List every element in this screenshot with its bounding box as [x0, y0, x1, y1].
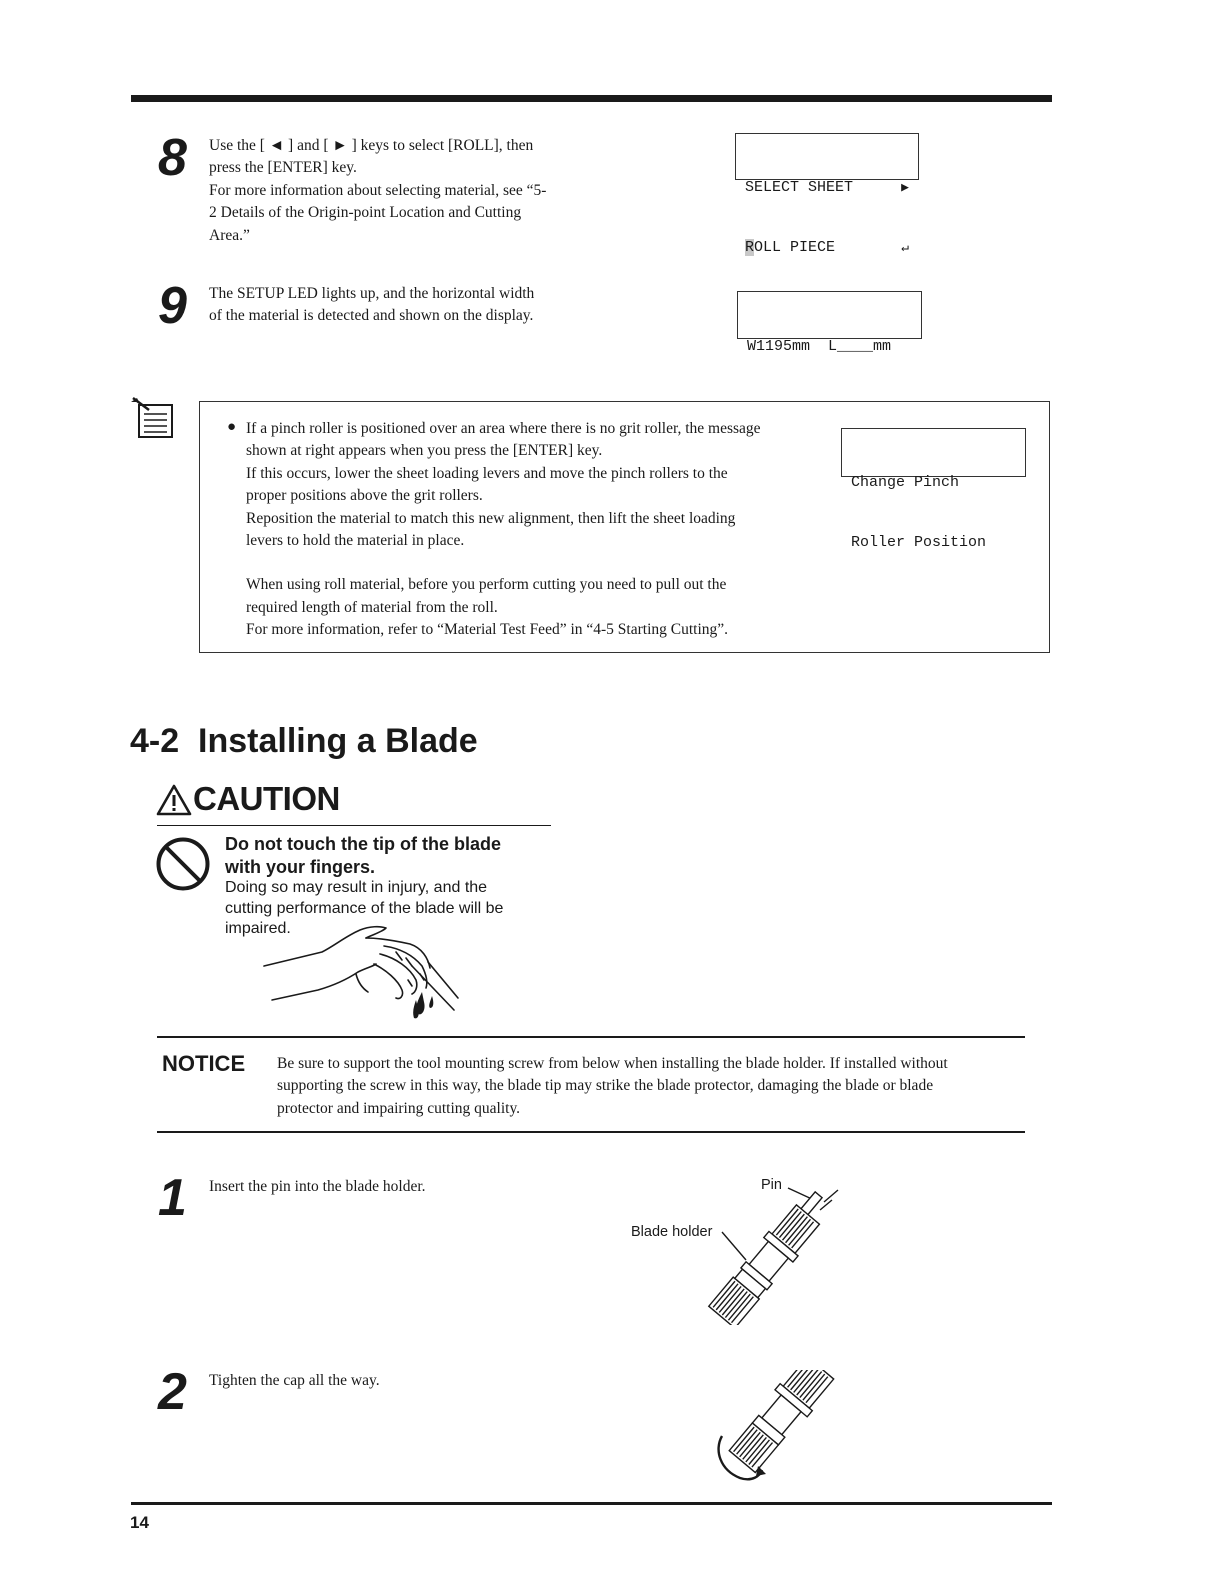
step-8-line: press the [ENTER] key.: [209, 159, 357, 177]
caution-rule: [157, 825, 551, 826]
warning-triangle-icon: [156, 784, 192, 816]
step-8-line: 2 Details of the Origin-point Location and Cutting: [209, 204, 522, 222]
blade-holder-pin-illustration: [700, 1180, 850, 1325]
note-line: For more information, refer to “Material Test Feed” in “4-5 Starting Cutting”.: [246, 621, 729, 639]
step-8-text: [209, 135, 546, 247]
note-line: If a pinch roller is positioned over an area where there is no grit roller, the message: [246, 420, 761, 437]
step-2-number: 2: [158, 1363, 187, 1421]
step-8-line: For more information about selecting material, see “5-: [209, 181, 547, 199]
caution-body-line: cutting performance of the blade will be: [225, 899, 504, 917]
note-text: [246, 418, 761, 642]
lcd-line-1: W1195mm L____mm: [747, 338, 892, 355]
step-9-number: 9: [158, 277, 187, 335]
blade-holder-label: Blade holder: [631, 1224, 713, 1240]
lcd-cursor: R: [745, 239, 755, 256]
note-line: shown at right appears when you press the [ENTER] key.: [246, 442, 603, 460]
lcd-display-change-pinch: [841, 428, 1026, 551]
tighten-cap-illustration: [700, 1370, 840, 1490]
notice-rule-top: [157, 1036, 1025, 1038]
lcd-line-2: OLL PIECE: [754, 239, 836, 256]
page-number: 14: [130, 1513, 149, 1532]
step-8-line: Use the [ ◄ ] and [ ► ] keys to select [ROLL], then: [209, 137, 534, 154]
right-arrow-icon: ▶: [901, 180, 909, 195]
lcd-line-2: Roller Position: [851, 534, 987, 551]
lcd-line-1: SELECT SHEET: [745, 179, 854, 196]
caution-heading: [225, 833, 501, 879]
step-8-number: 8: [158, 129, 187, 187]
note-line: If this occurs, lower the sheet loading levers and move the pinch rollers to the: [246, 464, 728, 482]
memo-icon: [129, 396, 177, 440]
step-1-text: Insert the pin into the blade holder.: [209, 1178, 426, 1195]
caution-heading-line: Do not touch the tip of the blade: [225, 834, 501, 854]
step-9-text: [209, 283, 534, 328]
notice-label: NOTICE: [162, 1051, 246, 1076]
section-number: 4-2: [130, 722, 180, 760]
notice-line: Be sure to support the tool mounting screw from below when installing the blade holder. If installed without: [277, 1055, 948, 1072]
step-9-line: The SETUP LED lights up, and the horizontal width: [209, 285, 535, 302]
section-heading: [130, 722, 478, 761]
pin-label: Pin: [761, 1177, 782, 1193]
notice-rule-bottom: [157, 1131, 1025, 1133]
prohibited-icon: [155, 836, 211, 892]
notice-line: protector and impairing cutting quality.: [277, 1099, 521, 1117]
caution-body-line: Doing so may result in injury, and the: [225, 879, 488, 896]
lcd-display-select-sheet: [735, 133, 919, 256]
note-line: Reposition the material to match this new alignment, then lift the sheet loading: [246, 509, 736, 527]
step-9-line: of the material is detected and shown on the display.: [209, 307, 534, 325]
header-rule: [131, 95, 1052, 102]
caution-body-line: impaired.: [225, 920, 291, 937]
bullet-icon: ●: [227, 419, 237, 435]
step-1-number: 1: [158, 1169, 187, 1227]
step-8-line: Area.”: [209, 226, 250, 244]
enter-icon: ↵: [901, 240, 909, 255]
note-line: When using roll material, before you perform cutting you need to pull out the: [246, 576, 727, 594]
caution-label: CAUTION: [193, 780, 340, 817]
note-line: proper positions above the grit rollers.: [246, 487, 483, 505]
notice-text: [277, 1053, 948, 1120]
section-title: Installing a Blade: [198, 722, 478, 760]
footer-rule: [131, 1502, 1052, 1505]
note-line: required length of material from the roll.: [246, 598, 498, 616]
note-line: levers to hold the material in place.: [246, 532, 465, 550]
hand-blade-illustration: [262, 922, 462, 1026]
step-2-text: Tighten the cap all the way.: [209, 1372, 380, 1389]
lcd-display-width: [737, 291, 922, 355]
lcd-line-1: Change Pinch: [851, 474, 960, 491]
caution-heading-line: with your fingers.: [225, 857, 376, 877]
notice-line: supporting the screw in this way, the blade tip may strike the blade protector, damaging the blade or blade: [277, 1077, 934, 1095]
